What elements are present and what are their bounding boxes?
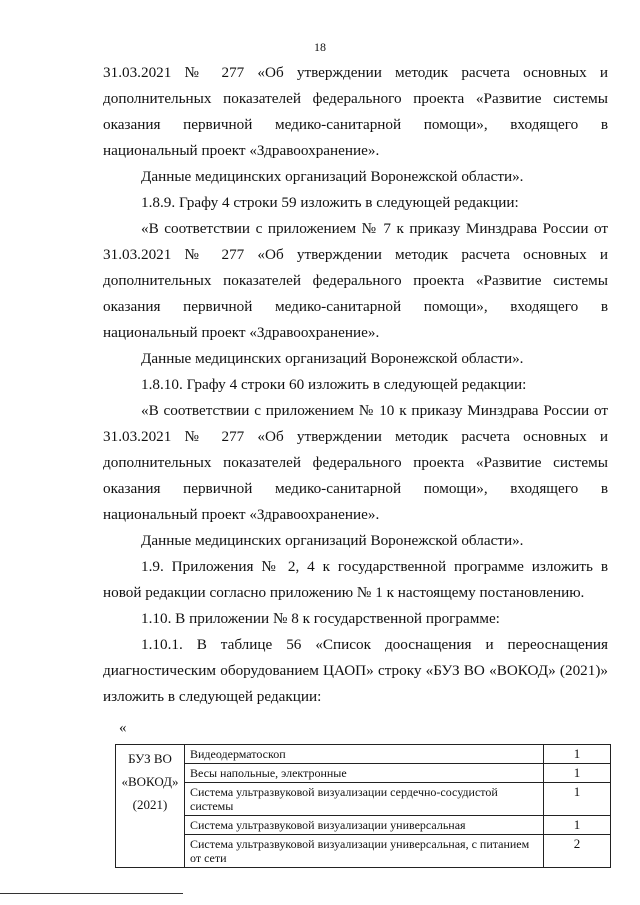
opening-quote: « — [119, 720, 127, 736]
footer-rule — [0, 893, 183, 894]
table-row — [116, 764, 611, 783]
quantity-cell: 1 — [544, 816, 611, 835]
paragraph-data-source: Данные медицинских организаций Воронежской области». — [141, 168, 524, 185]
paragraph-data-source: Данные медицинских организаций Воронежской области». — [141, 532, 524, 549]
quantity-cell: 2 — [544, 835, 611, 868]
paragraph-item-1-10: 1.10. В приложении № 8 к государственной программе: — [141, 610, 500, 627]
table-row — [116, 745, 611, 764]
equipment-name-cell: Система ультразвуковой визуализации универсальная, с питанием от сети — [185, 835, 544, 868]
equipment-name-cell: Система ультразвуковой визуализации сердечно-сосудистой системы — [185, 783, 544, 816]
equipment-name-cell: Система ультразвуковой визуализации универсальная — [185, 816, 544, 835]
organization-line: «ВОКОД» — [121, 774, 179, 789]
quantity-cell: 1 — [544, 783, 611, 816]
paragraph-continuation: 31.03.2021 № 277 «Об утверждении методик расчета основных и дополнительных показателей федерального проекта «Развитие системы оказания первичной медико-санитарной помощи», входящего в национальный проект «Здравоохранение». — [103, 64, 608, 159]
paragraph-item-1-8-10: 1.8.10. Графу 4 строки 60 изложить в следующей редакции: — [141, 376, 527, 393]
quantity-cell: 1 — [544, 764, 611, 783]
organization-line: (2021) — [132, 797, 168, 812]
page-number: 18 — [314, 40, 326, 54]
organization-cell — [116, 745, 185, 868]
paragraph-data-source: Данные медицинских организаций Воронежской области». — [141, 350, 524, 367]
quantity-cell: 1 — [544, 745, 611, 764]
equipment-table — [115, 744, 611, 868]
document-body — [103, 60, 608, 868]
paragraph-quote-appendix-10: «В соответствии с приложением № 10 к приказу Минздрава России от 31.03.2021 № 277 «Об утверждении методик расчета основных и дополнительных показателей федерального проекта «Развитие системы оказания первичной медико-санитарной помощи», входящего в национальный проект «Здравоохранение». — [103, 402, 608, 523]
organization-line: БУЗ ВО — [128, 751, 172, 766]
paragraph-item-1-8-9: 1.8.9. Графу 4 строки 59 изложить в следующей редакции: — [141, 194, 519, 211]
table-row — [116, 835, 611, 868]
equipment-name-cell: Весы напольные, электронные — [185, 764, 544, 783]
paragraph-quote-appendix-7: «В соответствии с приложением № 7 к приказу Минздрава России от 31.03.2021 № 277 «Об утверждении методик расчета основных и дополнительных показателей федерального проекта «Развитие системы оказания первичной медико-санитарной помощи», входящего в национальный проект «Здравоохранение». — [103, 220, 608, 341]
equipment-name-cell: Видеодерматоскоп — [185, 745, 544, 764]
paragraph-item-1-9: 1.9. Приложения № 2, 4 к государственной программе изложить в новой редакции согласно приложению № 1 к настоящему постановлению. — [103, 558, 608, 601]
table-row — [116, 816, 611, 835]
table-row — [116, 783, 611, 816]
paragraph-item-1-10-1: 1.10.1. В таблице 56 «Список дооснащения и переоснащения диагностическим оборудованием ЦАОП» строку «БУЗ ВО «ВОКОД» (2021)» изложить в следующей редакции: — [103, 636, 608, 705]
